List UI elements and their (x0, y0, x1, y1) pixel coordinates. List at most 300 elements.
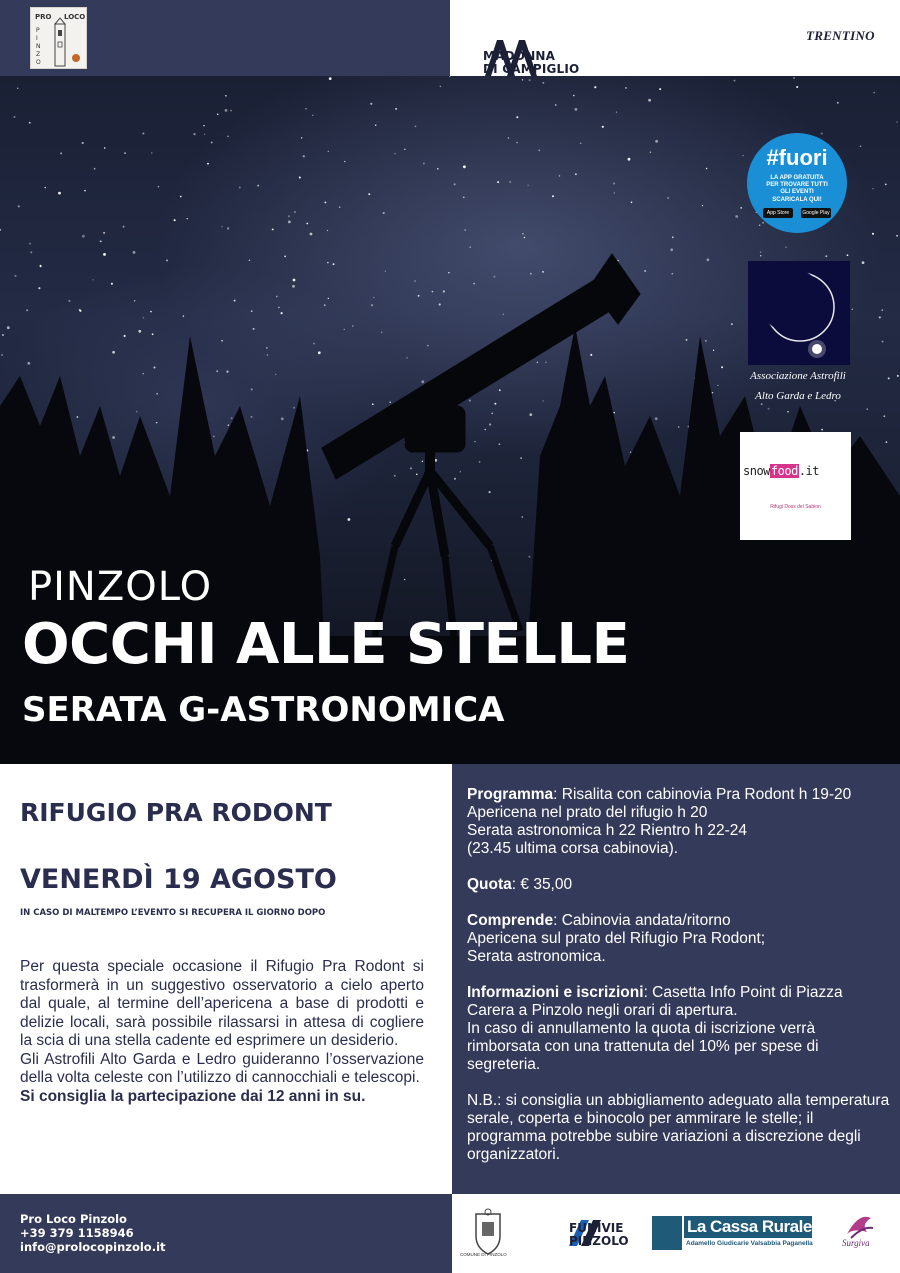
star (124, 152, 125, 153)
star (227, 227, 229, 229)
nb-block: N.B.: si consiglia un abbigliamento adeguato alla temperatura serale, coperta e binocolo per ammirare le stelle; il programma potrebbe subire variazioni a discrezione degli organizzatori. (467, 1092, 890, 1163)
star (825, 255, 827, 257)
star (717, 385, 718, 386)
star (266, 347, 268, 349)
programma-line4: (23.45 ultima corsa cabinovia). (467, 840, 679, 857)
star (82, 142, 84, 144)
informazioni-block (467, 984, 892, 1074)
star (389, 401, 391, 403)
star (448, 272, 450, 274)
star (873, 92, 875, 94)
comprende-line2: Apericena sul prato del Rifugio Pra Rodont; (467, 930, 766, 947)
footer-contact-band (0, 1194, 452, 1273)
star (491, 413, 493, 415)
star (226, 371, 228, 373)
madonna-di-campiglio-text (483, 50, 579, 76)
star (670, 248, 673, 251)
star (862, 261, 865, 264)
star (381, 332, 382, 333)
star (395, 108, 397, 110)
surgiva-text: Surgiva (842, 1238, 870, 1248)
star (415, 126, 417, 128)
star (522, 516, 523, 517)
contact-org: Pro Loco Pinzolo (20, 1212, 127, 1226)
star (614, 192, 615, 193)
star (294, 211, 295, 212)
quota-block (467, 876, 892, 894)
surgiva-logo-icon (839, 1204, 879, 1264)
star (522, 79, 523, 80)
star (602, 126, 604, 128)
star (760, 251, 761, 252)
star (740, 207, 742, 209)
star (768, 408, 770, 410)
description-paragraph-2: Gli Astrofili Alto Garda e Ledro guideranno l’osservazione della volta celeste con l’utilizzo di cannocchiali e telescopi. (20, 1050, 424, 1086)
contact-info (20, 1212, 166, 1254)
star (866, 408, 868, 410)
star (454, 183, 456, 185)
madonna-line2: DI CAMPIGLIO (483, 62, 580, 76)
star (272, 228, 274, 230)
contact-phone[interactable]: +39 379 1158946 (20, 1226, 134, 1240)
star (542, 400, 543, 401)
madonna-line1: MADONNA (483, 49, 556, 63)
star (299, 177, 301, 179)
star (616, 112, 617, 113)
star (410, 467, 412, 469)
star (522, 233, 524, 235)
fuori-subtitle: LA APP GRATUITA PER TROVARE TUTTI GLI EVENTI (766, 175, 828, 195)
star (734, 80, 736, 82)
star (418, 295, 420, 297)
star (79, 310, 81, 312)
snowfood-wordmark (743, 464, 819, 478)
star (310, 233, 313, 236)
footer-sponsors (452, 1194, 900, 1273)
svg-text:N: N (36, 43, 41, 50)
star (678, 426, 679, 427)
star (423, 163, 425, 165)
star (821, 132, 823, 134)
star (40, 265, 42, 267)
star (138, 330, 141, 333)
star (17, 88, 18, 89)
star (432, 291, 434, 293)
star (416, 474, 418, 476)
hero-subtitle: SERATA G-ASTRONOMICA (22, 690, 505, 730)
star (216, 370, 218, 372)
star (292, 285, 295, 288)
star (156, 422, 158, 424)
star (193, 133, 195, 135)
star (303, 155, 305, 157)
star (648, 99, 651, 102)
app-store-badge[interactable]: App Store (763, 208, 793, 218)
star (134, 300, 135, 301)
star (594, 86, 596, 88)
star (324, 201, 326, 203)
quota-label: Quota (467, 876, 512, 893)
star (267, 354, 268, 355)
star (713, 350, 714, 351)
star (796, 86, 798, 88)
star (542, 271, 544, 273)
star (896, 235, 898, 237)
star (249, 260, 250, 261)
star (370, 103, 372, 105)
star (464, 229, 466, 231)
star (288, 215, 290, 217)
astrofili-line1: Associazione Astrofili (750, 370, 846, 382)
weather-note: IN CASO DI MALTEMPO L’EVENTO SI RECUPERA IL GIORNO DOPO (20, 908, 326, 918)
star (655, 417, 658, 420)
star (879, 316, 881, 318)
star (227, 135, 229, 137)
star (896, 121, 897, 122)
star (225, 95, 227, 97)
informazioni-label: Informazioni e iscrizioni (467, 984, 644, 1001)
star (628, 158, 631, 161)
programma-label: Programma (467, 786, 554, 803)
star (702, 205, 703, 206)
header-left-band (0, 0, 450, 76)
star (706, 168, 707, 169)
programma-line2: Apericena nel prato del rifugio h 20 (467, 804, 708, 821)
pro-loco-logo (30, 7, 87, 69)
star (143, 373, 144, 374)
snowfood-food: food (770, 464, 798, 478)
star (852, 309, 853, 310)
star (221, 226, 222, 227)
star (275, 374, 276, 375)
star (301, 137, 302, 138)
star (847, 254, 849, 256)
star (1, 354, 3, 356)
star (45, 187, 46, 188)
star (542, 82, 544, 84)
star (421, 380, 424, 383)
star (305, 108, 306, 109)
star (625, 87, 627, 89)
astrofili-logo (748, 261, 850, 365)
star (306, 223, 308, 225)
star (84, 190, 86, 192)
star (26, 309, 28, 311)
fuori-app-badge[interactable] (747, 133, 847, 233)
star (328, 151, 329, 152)
svg-text:Z: Z (36, 51, 41, 58)
star (559, 175, 561, 177)
star (344, 329, 345, 330)
star (762, 222, 764, 224)
star (29, 243, 31, 245)
refund-note: In caso di annullamento la quota di iscrizione verrà rimborsata con una trattenuta del 10% per spese di segreteria. (467, 1020, 819, 1073)
star (686, 339, 688, 341)
star (493, 276, 495, 278)
trentino-logo: TRENTINO (806, 28, 875, 43)
star (29, 122, 31, 124)
star (385, 271, 386, 272)
star (207, 163, 209, 165)
star (707, 258, 710, 261)
fuori-cta: SCARICALA QUI! (772, 197, 822, 203)
star (437, 168, 439, 170)
star (529, 79, 531, 81)
star (111, 283, 113, 285)
star (655, 140, 658, 143)
funivie-line2: PINZOLO (569, 1234, 629, 1248)
star (339, 206, 341, 208)
star (499, 389, 501, 391)
astrofili-caption (730, 366, 866, 406)
comprende-text: : Cabinovia andata/ritorno (553, 912, 731, 929)
star (150, 311, 152, 313)
star (509, 181, 511, 183)
programma-text: : Risalita con cabinovia Pra Rodont h 19-20 (553, 786, 852, 803)
star (897, 375, 899, 377)
funivie-pinzolo-text (569, 1222, 629, 1248)
star (882, 341, 884, 343)
star (644, 270, 646, 272)
star (516, 142, 517, 143)
star (860, 145, 862, 147)
star (837, 102, 839, 104)
star (538, 149, 540, 151)
star (27, 362, 30, 365)
star (288, 221, 291, 224)
star (327, 262, 328, 263)
star (77, 416, 79, 418)
star (313, 343, 315, 345)
star (460, 471, 461, 472)
programma-line3: Serata astronomica h 22 Rientro h 22-24 (467, 822, 748, 839)
star (100, 240, 102, 242)
snowfood-tld: .it (798, 464, 819, 478)
star (793, 77, 795, 79)
star (463, 165, 466, 168)
star (225, 109, 228, 112)
star (494, 403, 496, 405)
svg-text:I: I (36, 35, 38, 42)
star (872, 233, 874, 235)
venue-title: RIFUGIO PRA RODONT (20, 798, 332, 827)
star (38, 287, 40, 289)
event-description (20, 958, 424, 1106)
star (529, 413, 532, 416)
star (489, 491, 491, 493)
star (373, 297, 374, 298)
star (7, 326, 10, 329)
svg-text:LOCO: LOCO (64, 13, 86, 21)
star (158, 186, 160, 188)
star (404, 149, 405, 150)
comprende-block (467, 912, 892, 966)
svg-text:P: P (36, 27, 40, 34)
star (555, 104, 556, 105)
star (485, 429, 486, 430)
star (406, 357, 408, 359)
star (672, 236, 674, 238)
star (489, 423, 491, 425)
star (580, 142, 582, 144)
star (166, 259, 168, 261)
description-paragraph-1: Per questa speciale occasione il Rifugio Pra Rodont si trasformerà in un suggestivo osservatorio a cielo aperto dal quale, al termine dell’apericena a base di prodotti e delizie locali, sarà possibile rilassarsi in attesa di cogliere la scia di una stella cadente ed esprimere un desiderio. (20, 958, 424, 1049)
star (329, 77, 332, 80)
star (422, 461, 423, 462)
star (631, 201, 633, 203)
star (888, 377, 890, 379)
star (2, 334, 4, 336)
star (617, 260, 619, 262)
star (503, 314, 504, 315)
cassa-rurale-subtitle: Adamello Giudicarie Valsabbia Paganella (686, 1240, 813, 1247)
star (348, 518, 351, 521)
star (613, 412, 614, 413)
star (528, 556, 530, 558)
star (537, 362, 539, 364)
star (312, 115, 313, 116)
star (575, 108, 578, 111)
star (667, 197, 669, 199)
star (742, 155, 744, 157)
star (333, 263, 335, 265)
comprende-label: Comprende (467, 912, 554, 929)
star (479, 461, 481, 463)
star (174, 219, 176, 221)
star (123, 226, 125, 228)
star (368, 193, 370, 195)
star (284, 256, 286, 258)
hero-night-sky (0, 76, 900, 764)
star (204, 134, 205, 135)
star (520, 457, 522, 459)
star (221, 340, 223, 342)
star (278, 307, 279, 308)
star (474, 441, 475, 442)
star (94, 168, 96, 170)
star (142, 133, 144, 135)
star (659, 88, 661, 90)
star (151, 152, 152, 153)
star (650, 152, 651, 153)
star (613, 182, 615, 184)
star (14, 275, 16, 277)
star (180, 196, 182, 198)
star (383, 212, 385, 214)
star (58, 192, 61, 195)
star (293, 279, 296, 282)
fuori-title: #fuori (766, 145, 828, 170)
star (183, 315, 184, 316)
event-date: VENERDÌ 19 AGOSTO (20, 864, 337, 895)
star (293, 407, 295, 409)
star (324, 304, 326, 306)
star (731, 323, 733, 325)
star (82, 235, 85, 238)
star (524, 237, 526, 239)
star (759, 224, 760, 225)
star (881, 309, 882, 310)
star (671, 273, 673, 275)
comune-label: COMUNE DI PINZOLO (460, 1252, 507, 1257)
svg-text:PRO: PRO (35, 13, 52, 21)
star (473, 283, 475, 285)
star (281, 312, 283, 314)
star (104, 147, 106, 149)
star (885, 184, 887, 186)
star (712, 392, 713, 393)
star (276, 296, 278, 298)
star (497, 181, 499, 183)
star (186, 218, 188, 220)
star (545, 362, 546, 363)
quota-text: : € 35,00 (511, 876, 573, 893)
star (112, 351, 115, 354)
star (371, 304, 373, 306)
star (821, 429, 823, 431)
star (443, 290, 445, 292)
star (92, 279, 93, 280)
star (217, 114, 219, 116)
star (449, 76, 451, 77)
star (281, 417, 284, 420)
description-age-note: Si consiglia la partecipazione dai 12 anni in su. (20, 1087, 366, 1105)
star (375, 124, 376, 125)
star (787, 411, 789, 413)
cassa-rurale-title: La Cassa Rurale (684, 1216, 812, 1238)
hero-title: OCCHI ALLE STELLE (22, 612, 630, 677)
star (213, 436, 215, 438)
snowfood-subtitle: Rifugi Doss del Sabion (770, 504, 821, 510)
star (30, 251, 32, 253)
star (103, 232, 105, 234)
event-info-right (452, 764, 900, 1194)
star (394, 475, 396, 477)
star (154, 367, 156, 369)
star (251, 310, 253, 312)
google-play-badge[interactable]: Google Play (802, 210, 830, 216)
astrofili-line2: Alto Garda e Ledro (755, 390, 841, 402)
star (18, 205, 20, 207)
star (68, 300, 70, 302)
star (327, 230, 328, 231)
star (463, 196, 465, 198)
star (372, 403, 374, 405)
star (440, 85, 442, 87)
snowfood-snow: snow (743, 464, 770, 478)
star (112, 436, 115, 439)
star (352, 325, 354, 327)
star (516, 116, 518, 118)
star (239, 187, 241, 189)
cassa-rurale-mark-icon (652, 1216, 682, 1250)
star (527, 185, 528, 186)
star (328, 298, 329, 299)
programma-block (467, 786, 892, 858)
star (427, 345, 429, 347)
star (573, 95, 575, 97)
star (721, 366, 723, 368)
contact-email[interactable]: info@prolocopinzolo.it (20, 1240, 166, 1254)
star (785, 246, 786, 247)
star (251, 416, 253, 418)
star (152, 333, 154, 335)
star (454, 478, 456, 480)
star (883, 415, 885, 417)
star (469, 399, 471, 401)
star (251, 388, 253, 390)
funivie-line1: FUNIVIE (569, 1221, 624, 1235)
